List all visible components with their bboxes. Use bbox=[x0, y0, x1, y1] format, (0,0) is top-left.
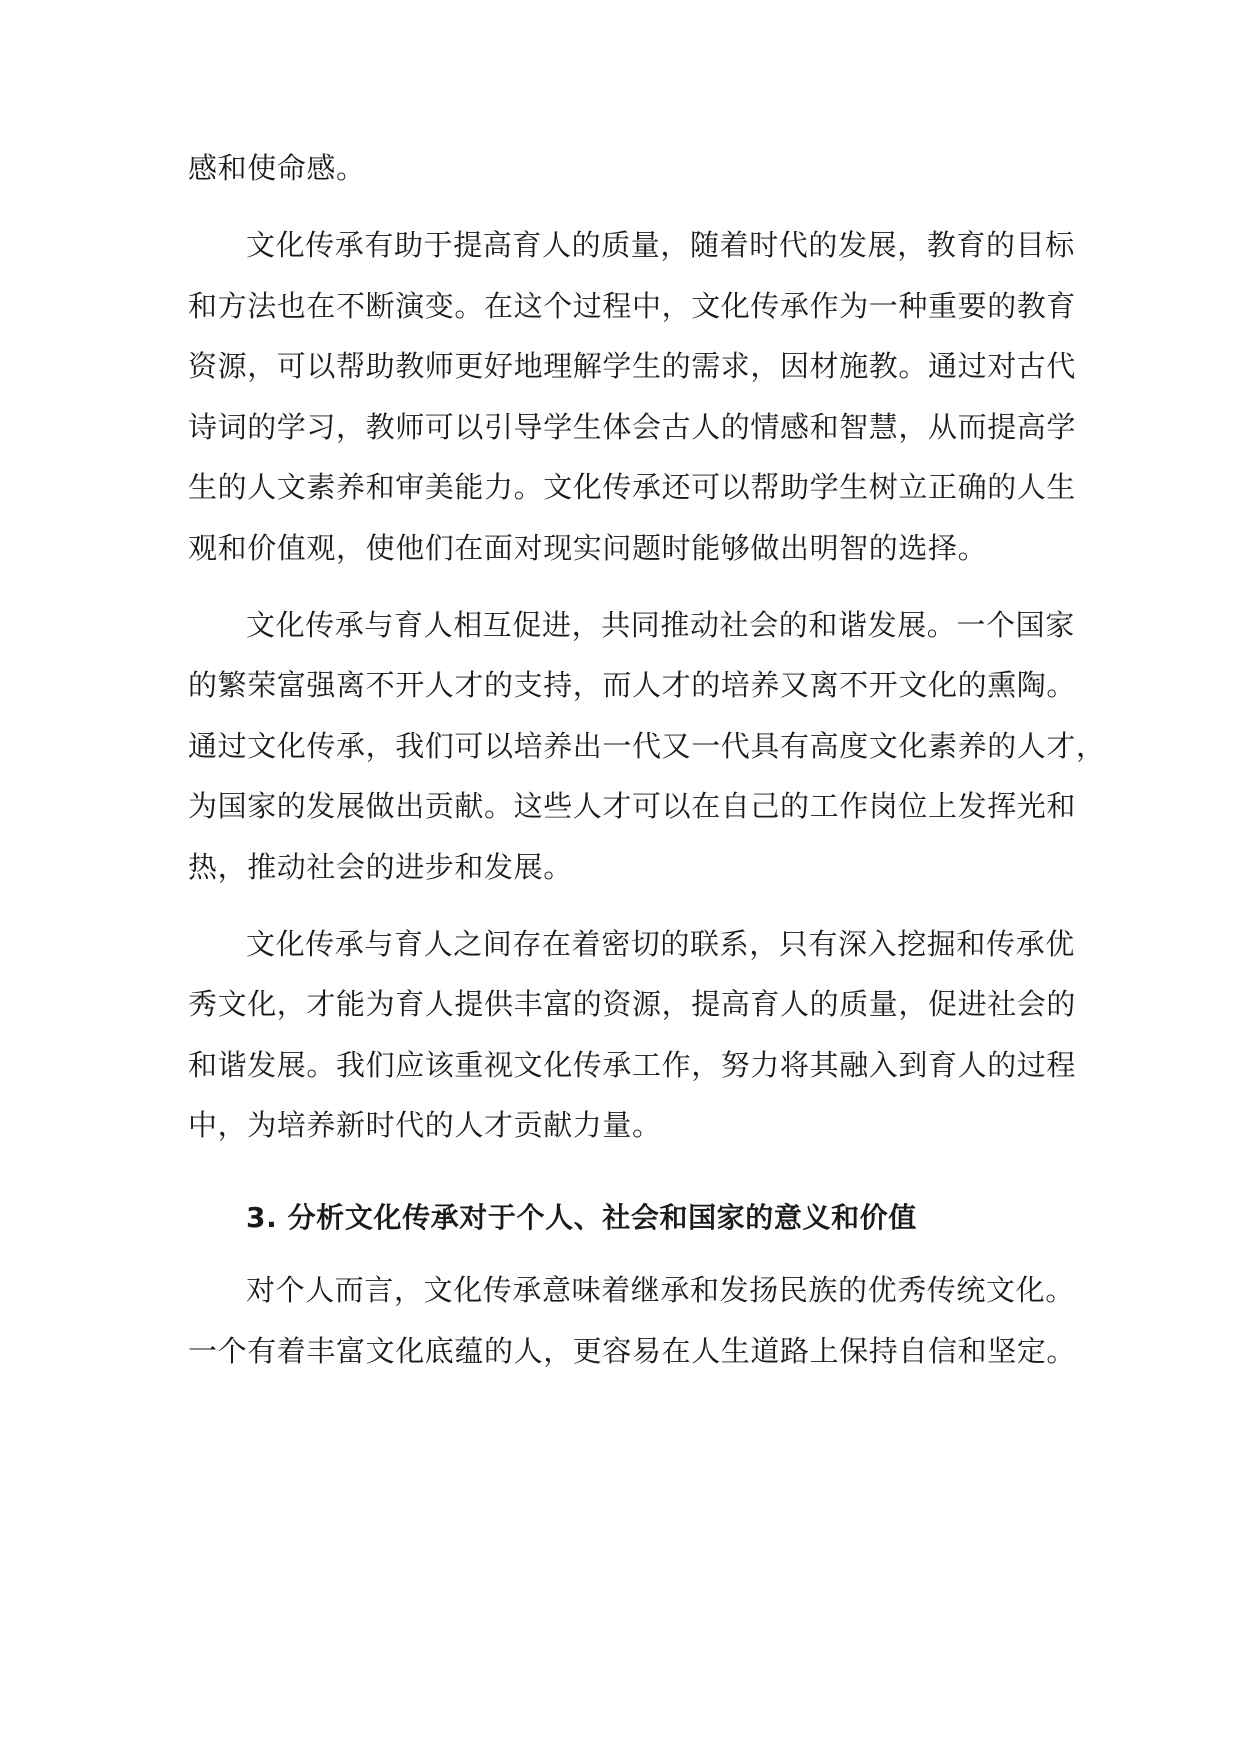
paragraph-individual bbox=[188, 1260, 1077, 1381]
paragraph-mutual-promotion bbox=[188, 595, 1106, 898]
text-line: 诗词的学习，教师可以引导学生体会古人的情感和智慧，从而提高学 bbox=[188, 409, 1077, 444]
text-line: 和方法也在不断演变。在这个过程中，文化传承作为一种重要的教育 bbox=[188, 288, 1077, 323]
text-line: 热，推动社会的进步和发展。 bbox=[188, 849, 573, 884]
text-line: 感和使命感。 bbox=[188, 151, 366, 185]
text-line: 文化传承与育人之间存在着密切的联系，只有深入挖掘和传承优 bbox=[246, 926, 1075, 961]
text-line: 中，为培养新时代的人才贡献力量。 bbox=[188, 1108, 662, 1142]
text-line: 生的人文素养和审美能力。文化传承还可以帮助学生树立正确的人生 bbox=[188, 470, 1077, 504]
text-line: 通过文化传承，我们可以培养出一代又一代具有高度文化素养的人才， bbox=[188, 728, 1106, 763]
text-line: 文化传承与育人相互促进，共同推动社会的和谐发展。一个国家 bbox=[246, 607, 1075, 642]
text-line: 资源，可以帮助教师更好地理解学生的需求，因材施教。通过对古代 bbox=[188, 349, 1077, 383]
paragraph-quality bbox=[188, 215, 1077, 578]
text-line: 观和价值观，使他们在面对现实问题时能够做出明智的选择。 bbox=[188, 530, 988, 565]
text-line: 和谐发展。我们应该重视文化传承工作，努力将其融入到育人的过程 bbox=[188, 1047, 1077, 1082]
text-line: 文化传承有助于提高育人的质量，随着时代的发展，教育的目标 bbox=[246, 228, 1075, 262]
text-line: 对个人而言，文化传承意味着继承和发扬民族的优秀传统文化。 bbox=[246, 1273, 1075, 1307]
text-line: 一个有着丰富文化底蕴的人，更容易在人生道路上保持自信和坚定。 bbox=[188, 1333, 1077, 1368]
text-line: 秀文化，才能为育人提供丰富的资源，提高育人的质量，促进社会的 bbox=[188, 987, 1077, 1021]
paragraph-close-connection bbox=[188, 914, 1077, 1156]
document-body bbox=[188, 138, 1106, 1398]
text-line: 的繁荣富强离不开人才的支持，而人才的培养又离不开文化的熏陶。 bbox=[188, 668, 1077, 702]
text-line: 为国家的发展做出贡献。这些人才可以在自己的工作岗位上发挥光和 bbox=[188, 789, 1077, 823]
section-heading: 3. 分析文化传承对于个人、社会和国家的意义和价值 bbox=[246, 1200, 917, 1234]
paragraph-continuation bbox=[188, 138, 1058, 199]
